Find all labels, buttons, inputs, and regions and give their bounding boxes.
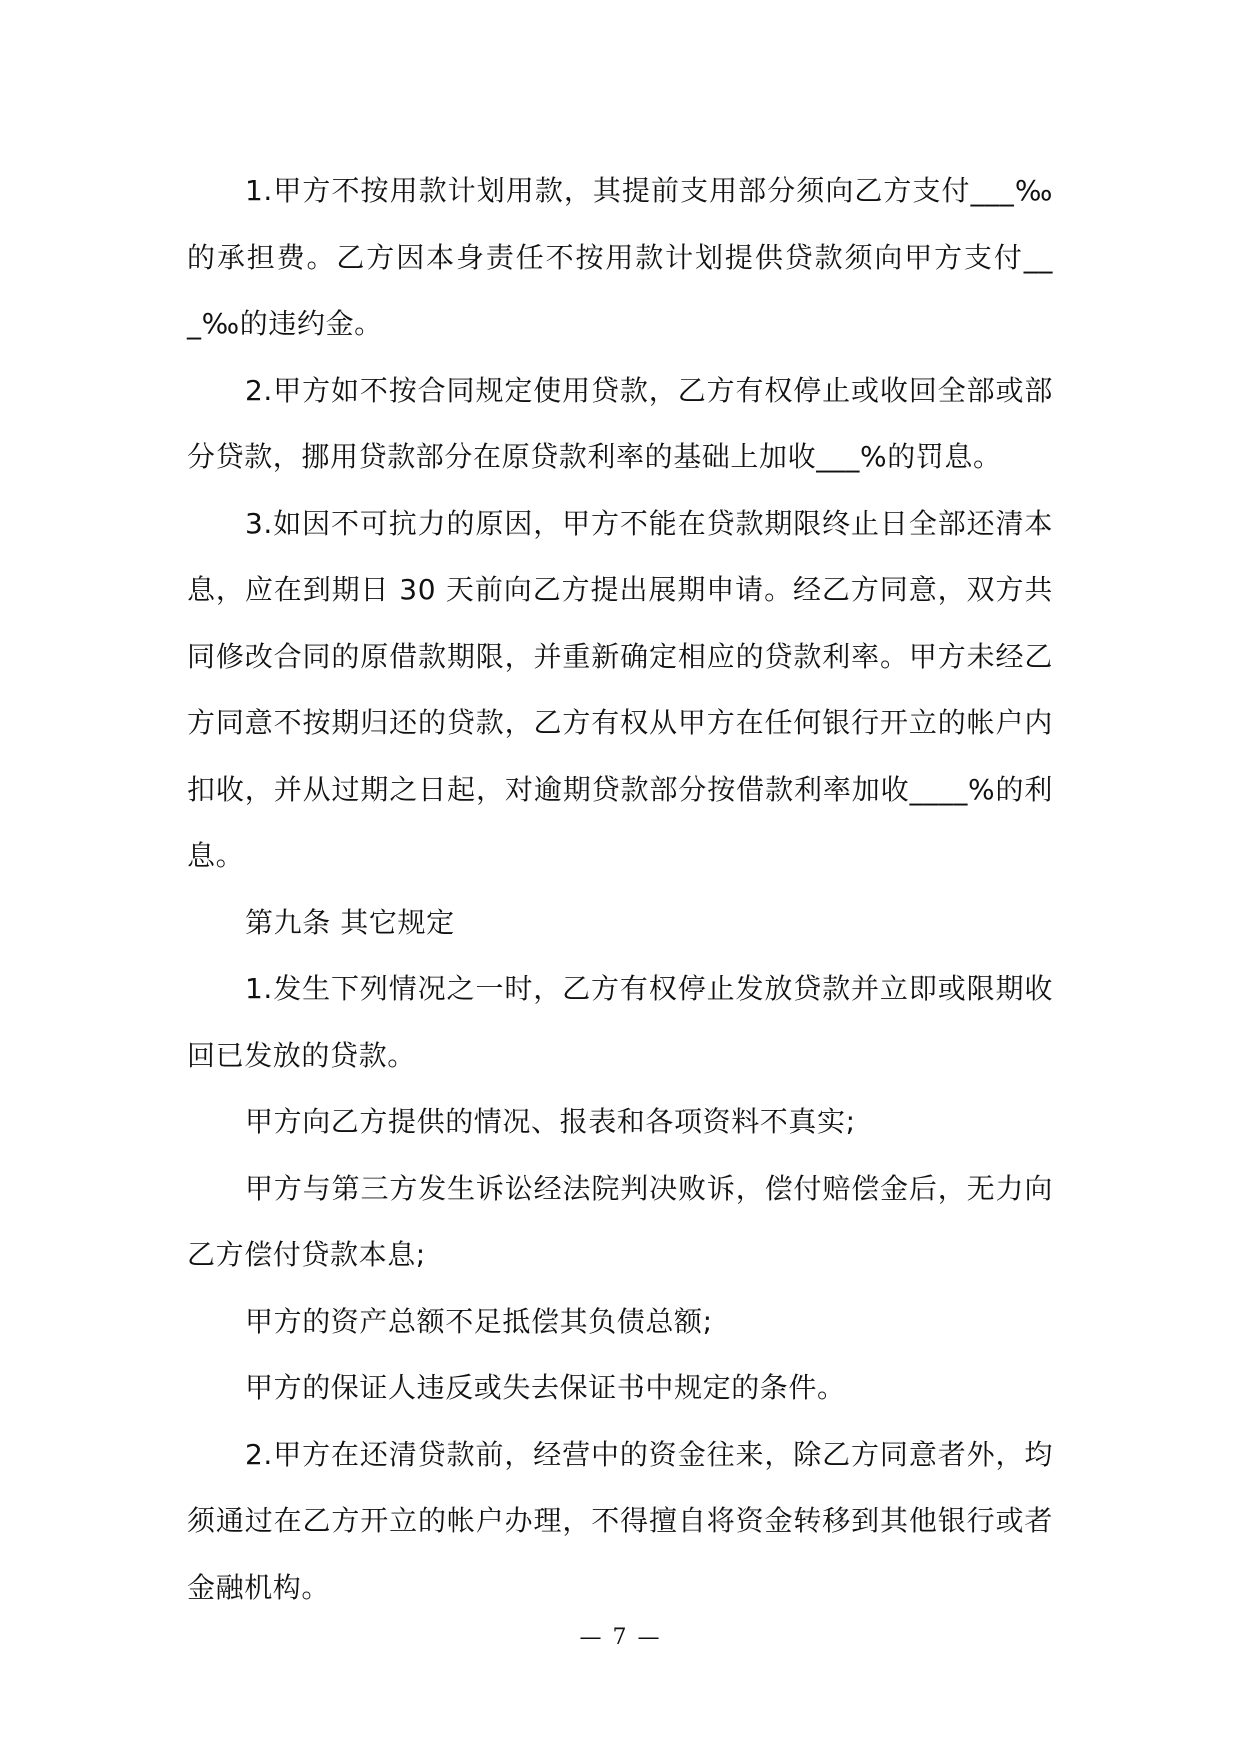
page-number: — 7 — [579,1625,662,1650]
paragraph-2: 2.甲方如不按合同规定使用贷款，乙方有权停止或收回全部或部分贷款，挪用贷款部分在原贷款利率的基础上加收___%的罚息。 [187,373,1053,473]
paragraph-3: 3.如因不可抗力的原因，甲方不能在贷款期限终止日全部还清本息，应在到期日 30 天前向乙方提出展期申请。经乙方同意，双方共同修改合同的原借款期限，并重新确定相应的贷款利率。甲方未经乙方同意不按期归还的贷款，乙方有权从甲方在任何银行开立的帐户内扣收，并从过期之日起，对逾期贷款部分按借款利率加收____%的利息。 [187,506,1053,872]
paragraph-8: 甲方的资产总额不足抵偿其负债总额; [245,1304,713,1338]
section-heading: 第九条 其它规定 [245,905,455,939]
paragraph-1: 1.甲方不按用款计划用款，其提前支用部分须向乙方支付___‰的承担费。乙方因本身责任不按用款计划提供贷款须向甲方支付___‰的违约金。 [187,174,1053,340]
paragraph-6: 甲方向乙方提供的情况、报表和各项资料不真实; [245,1105,856,1138]
paragraph-5: 1.发生下列情况之一时，乙方有权停止发放贷款并立即或限期收回已发放的贷款。 [187,972,1053,1072]
document-body [187,158,1053,1621]
paragraph-9: 甲方的保证人违反或失去保证书中规定的条件。 [245,1371,846,1404]
paragraph-7: 甲方与第三方发生诉讼经法院判决败诉，偿付赔偿金后，无力向乙方偿付贷款本息; [187,1171,1053,1271]
paragraph-10: 2.甲方在还清贷款前，经营中的资金往来，除乙方同意者外，均须通过在乙方开立的帐户办理，不得擅自将资金转移到其他银行或者金融机构。 [187,1437,1053,1604]
